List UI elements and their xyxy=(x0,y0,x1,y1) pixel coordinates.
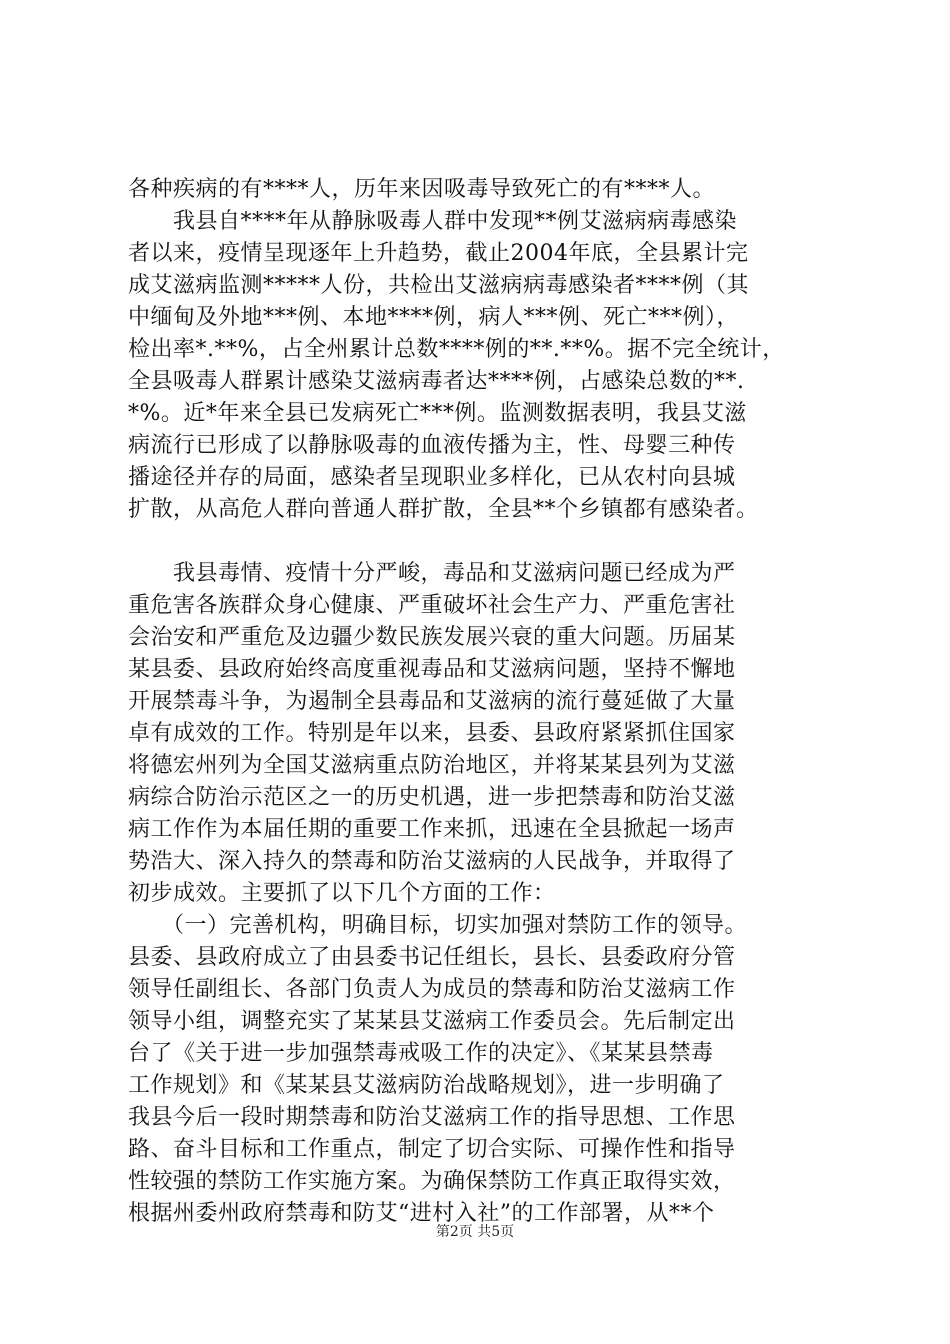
text-line: 势浩大、深入持久的禁毒和防治艾滋病的人民战争，并取得了 xyxy=(128,849,736,874)
paragraph-gap xyxy=(128,526,828,558)
text-line: 路、奋斗目标和工作重点，制定了切合实际、可操作性和指导 xyxy=(128,1137,736,1162)
text-line: 者以来，疫情呈现逐年上升趋势，截止2004年底，全县累计完 xyxy=(128,241,749,266)
text-line: 性较强的禁防工作实施方案。为确保禁防工作真正取得实效， xyxy=(128,1169,736,1194)
text-line: 病流行已形成了以静脉吸毒的血液传播为主，性、母婴三种传 xyxy=(128,433,736,458)
text-line: 台了《关于进一步加强禁毒戒吸工作的决定》、《某某县禁毒 xyxy=(128,1041,714,1066)
text-line: 领导任副组长、各部门负责人为成员的禁毒和防治艾滋病工作 xyxy=(128,977,736,1002)
text-line: 我县今后一段时期禁毒和防治艾滋病工作的指导思想、工作思 xyxy=(128,1105,736,1130)
text-line: 某县委、县政府始终高度重视毒品和艾滋病问题，坚持不懈地 xyxy=(128,657,736,682)
text-line: 我县自****年从静脉吸毒人群中发现**例艾滋病病毒感染 xyxy=(128,209,738,234)
text-line: 全县吸毒人群累计感染艾滋病毒者达****例，占感染总数的**. xyxy=(128,369,745,394)
text-line: 检出率*.**%，占全州累计总数****例的**.**%。据不完全统计， xyxy=(128,337,785,362)
text-line: 卓有成效的工作。特别是年以来，县委、县政府紧紧抓住国家 xyxy=(128,721,736,746)
text-line: 病综合防治示范区之一的历史机遇，进一步把禁毒和防治艾滋 xyxy=(128,785,736,810)
text-line: 县委、县政府成立了由县委书记任组长，县长、县委政府分管 xyxy=(128,945,736,970)
text-line: *%。近*年来全县已发病死亡***例。监测数据表明，我县艾滋 xyxy=(128,401,747,426)
text-line: 中缅甸及外地***例、本地****例，病人***例、死亡***例）， xyxy=(128,305,740,330)
text-line: 成艾滋病监测*****人份，共检出艾滋病病毒感染者****例（其 xyxy=(128,273,750,298)
text-line: 扩散，从高危人群向普通人群扩散，全县**个乡镇都有感染者。 xyxy=(128,497,759,522)
text-line: 病工作作为本届任期的重要工作来抓，迅速在全县掀起一场声 xyxy=(128,817,736,842)
text-line: 开展禁毒斗争，为遏制全县毒品和艾滋病的流行蔓延做了大量 xyxy=(128,689,736,714)
text-line: 初步成效。主要抓了以下几个方面的工作： xyxy=(128,881,556,906)
text-line: 播途径并存的局面，感染者呈现职业多样化，已从农村向县城 xyxy=(128,465,736,490)
text-line: （一）完善机构，明确目标，切实加强对禁防工作的领导。 xyxy=(128,913,748,938)
text-line: 会治安和严重危及边疆少数民族发展兴衰的重大问题。历届某 xyxy=(128,625,736,650)
text-line: 我县毒情、疫情十分严峻，毒品和艾滋病问题已经成为严 xyxy=(128,561,736,586)
text-line: 领导小组，调整充实了某某县艾滋病工作委员会。先后制定出 xyxy=(128,1009,736,1034)
document-body xyxy=(128,174,828,1230)
text-line: 重危害各族群众身心健康、严重破坏社会生产力、严重危害社 xyxy=(128,593,736,618)
text-line: 根据州委州政府禁毒和防艾“进村入社”的工作部署，从**个 xyxy=(128,1201,715,1226)
text-line: 工作规划》和《某某县艾滋病防治战略规划》，进一步明确了 xyxy=(128,1073,725,1098)
page-footer: 第2页 共5页 xyxy=(435,1224,515,1240)
text-line: 各种疾病的有****人，历年来因吸毒导致死亡的有****人。 xyxy=(128,177,716,202)
text-line: 将德宏州列为全国艾滋病重点防治地区，并将某某县列为艾滋 xyxy=(128,753,736,778)
